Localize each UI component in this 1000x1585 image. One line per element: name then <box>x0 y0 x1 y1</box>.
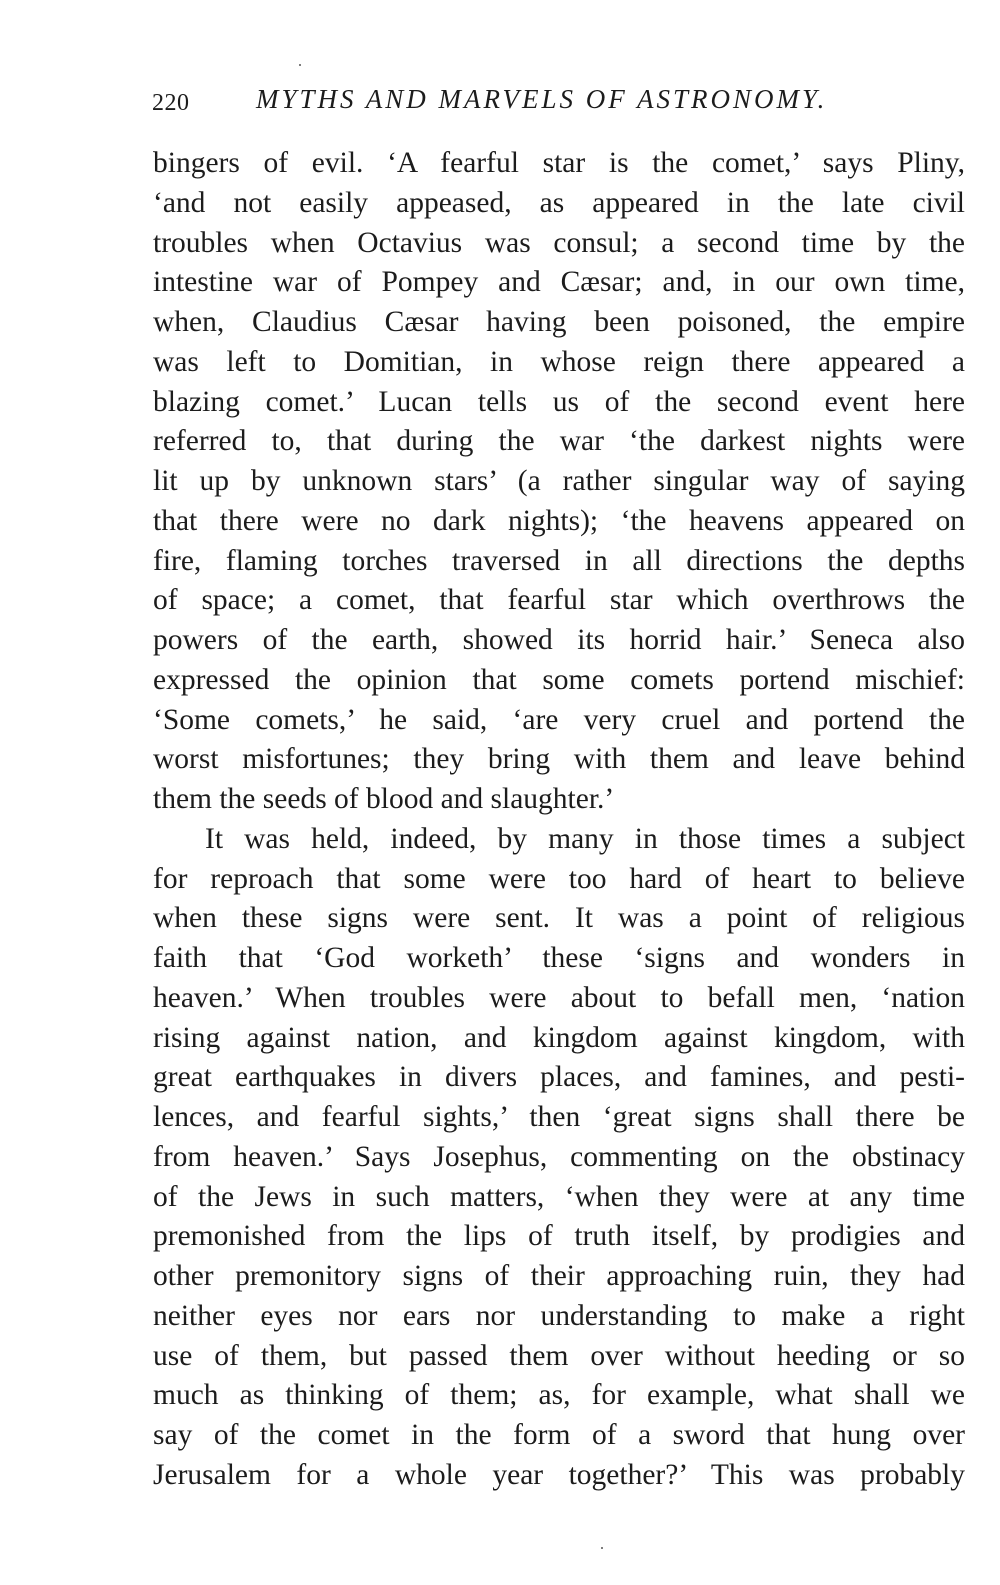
text-line: heaven.’ When troubles were about to befall men, ‘nation <box>153 981 965 1014</box>
text-line: fire, flaming torches traversed in all directions the depths <box>153 544 965 577</box>
body-text <box>153 144 965 1496</box>
text-line: faith that ‘God worketh’ these ‘signs and wonders in <box>153 942 965 974</box>
text-line: intestine war of Pompey and Cæsar; and, in our own time, <box>153 266 965 299</box>
text-line: neither eyes nor ears nor understanding to make a right <box>153 1299 965 1332</box>
page-number: 220 <box>152 90 190 116</box>
text-line: rising against nation, and kingdom against kingdom, with <box>153 1021 965 1054</box>
text-line: referred to, that during the war ‘the darkest nights were <box>153 425 965 458</box>
text-line: blazing comet.’ Lucan tells us of the second event here <box>153 385 965 418</box>
text-line: was left to Domitian, in whose reign there appeared a <box>153 345 965 378</box>
paragraph-end-line: them the seeds of blood and slaughter.’ <box>153 783 615 815</box>
text-line: use of them, but passed them over without heeding or so <box>153 1339 965 1372</box>
text-line: of space; a comet, that fearful star which overthrows the <box>153 584 965 617</box>
text-line: great earthquakes in divers places, and famines, and pesti- <box>153 1061 965 1094</box>
text-line: powers of the earth, showed its horrid hair.’ Seneca also <box>153 624 965 656</box>
text-line: worst misfortunes; they bring with them and leave behind <box>153 743 965 776</box>
running-title: MYTHS AND MARVELS OF ASTRONOMY. <box>256 84 828 114</box>
text-line: that there were no dark nights); ‘the heavens appeared on <box>153 504 965 537</box>
paragraph-start-line: It was held, indeed, by many in those times a subject <box>205 822 965 855</box>
text-line: from heaven.’ Says Josephus, commenting on the obstinacy <box>153 1140 965 1173</box>
running-head <box>152 82 872 122</box>
text-line: much as thinking of them; as, for example, what shall we <box>153 1379 965 1412</box>
text-line: when these signs were sent. It was a point of religious <box>153 902 965 935</box>
text-line: bingers of evil. ‘A fearful star is the comet,’ says Pliny, <box>153 147 965 179</box>
scan-speck <box>601 1547 603 1549</box>
text-line: Jerusalem for a whole year together?’ This was probably <box>153 1458 965 1491</box>
text-line: lences, and fearful sights,’ then ‘great signs shall there be <box>153 1101 965 1133</box>
text-line: premonished from the lips of truth itself, by prodigies and <box>153 1220 965 1253</box>
text-line: when, Claudius Cæsar having been poisoned, the empire <box>153 306 965 338</box>
text-line: expressed the opinion that some comets portend mischief: <box>153 663 965 696</box>
text-line: troubles when Octavius was consul; a second time by the <box>153 226 965 259</box>
text-line: of the Jews in such matters, ‘when they were at any time <box>153 1180 965 1213</box>
text-line: ‘Some comets,’ he said, ‘are very cruel and portend the <box>153 703 965 736</box>
text-line: other premonitory signs of their approaching ruin, they had <box>153 1260 965 1292</box>
text-line: ‘and not easily appeased, as appeared in the late civil <box>153 186 965 219</box>
text-line: lit up by unknown stars’ (a rather singular way of saying <box>153 465 965 497</box>
text-line: for reproach that some were too hard of heart to believe <box>153 862 965 895</box>
text-line: say of the comet in the form of a sword that hung over <box>153 1419 965 1451</box>
scan-speck <box>299 64 301 66</box>
